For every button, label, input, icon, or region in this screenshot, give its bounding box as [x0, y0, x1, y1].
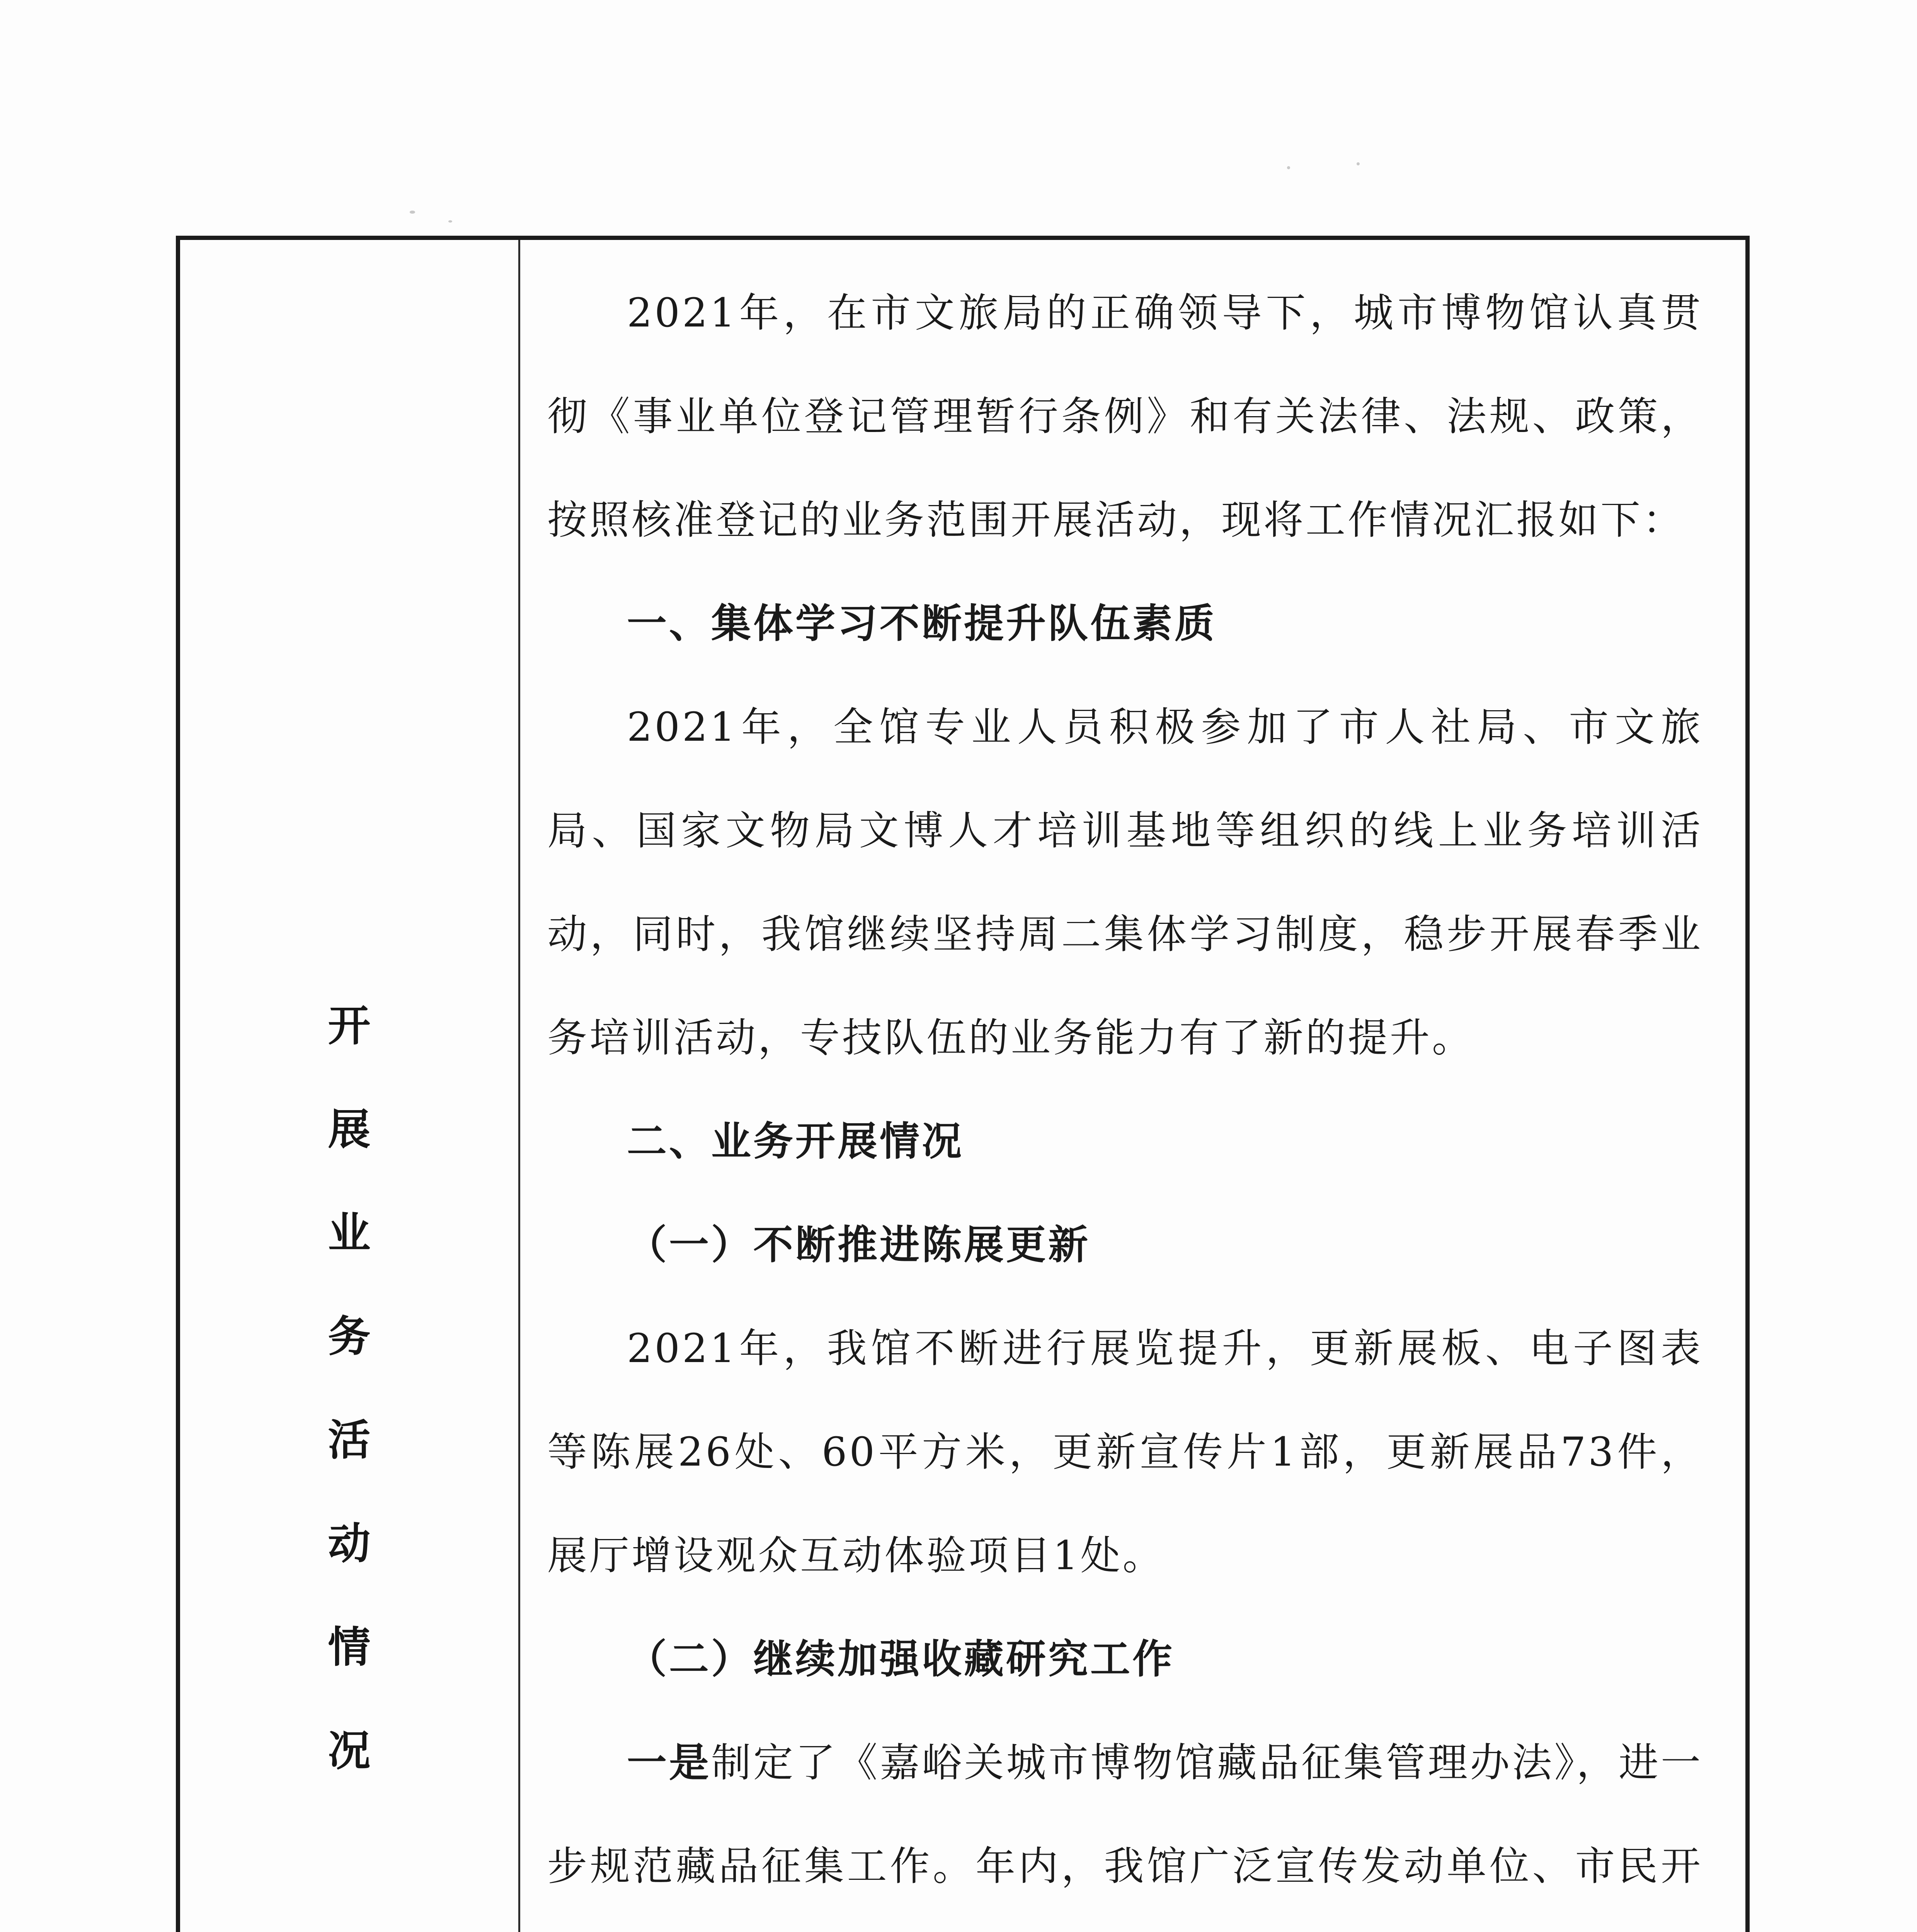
row-label-char: 业: [328, 1208, 371, 1258]
subsection-1-paragraph: 2021年，我馆不断进行展览提升，更新展板、电子图表等陈展26处、60平方米，更新宣传片1部，更新展品73件，展厅增设观众互动体验项目1处。: [547, 1325, 1703, 1579]
subsection-1-heading: （一）不断推进陈展更新: [627, 1222, 1090, 1268]
content-column: [520, 240, 1745, 1932]
row-label-char: 动: [328, 1519, 371, 1568]
scan-speck: [1357, 162, 1360, 165]
form-table: [176, 236, 1750, 1932]
intro-paragraph: 2021年，在市文旅局的正确领导下，城市博物馆认真贯彻《事业单位登记管理暂行条例》和有关法律、法规、政策，按照核准登记的业务范围开展活动，现将工作情况汇报如下：: [547, 290, 1703, 543]
section-2-heading: 二、业务开展情况: [627, 1118, 964, 1165]
report-body: [547, 261, 1703, 1932]
section-1-heading: 一、集体学习不断提升队伍素质: [627, 600, 1217, 647]
row-label-char: 况: [328, 1726, 371, 1776]
row-label-char: 务: [328, 1312, 371, 1361]
point-one-label: 一是: [627, 1740, 712, 1786]
scan-speck: [448, 220, 452, 223]
scan-speck: [1287, 166, 1290, 169]
section-1-paragraph: 2021年，全馆专业人员积极参加了市人社局、市文旅局、国家文物局文博人才培训基地等组织的线上业务培训活动，同时，我馆继续坚持周二集体学习制度，稳步开展春季业务培训活动，专技队伍的业务能力有了新的提升。: [547, 704, 1703, 1061]
row-label-char: 活: [328, 1415, 371, 1465]
row-label-char: 情: [328, 1622, 371, 1672]
subsection-2-heading: （二）继续加强收藏研究工作: [627, 1636, 1175, 1682]
scan-speck: [410, 211, 415, 214]
label-column: [180, 240, 518, 1932]
row-label: [180, 974, 518, 1803]
row-label-char: 展: [328, 1105, 371, 1154]
row-label-char: 开: [328, 1001, 371, 1051]
point-one-text: 制定了《嘉峪关城市博物馆藏品征集管理办法》，进一步规范藏品征集工作。年内，我馆广泛宣传发动单位、市民开: [547, 1740, 1703, 1889]
subsection-2-paragraph: [547, 1711, 1703, 1932]
